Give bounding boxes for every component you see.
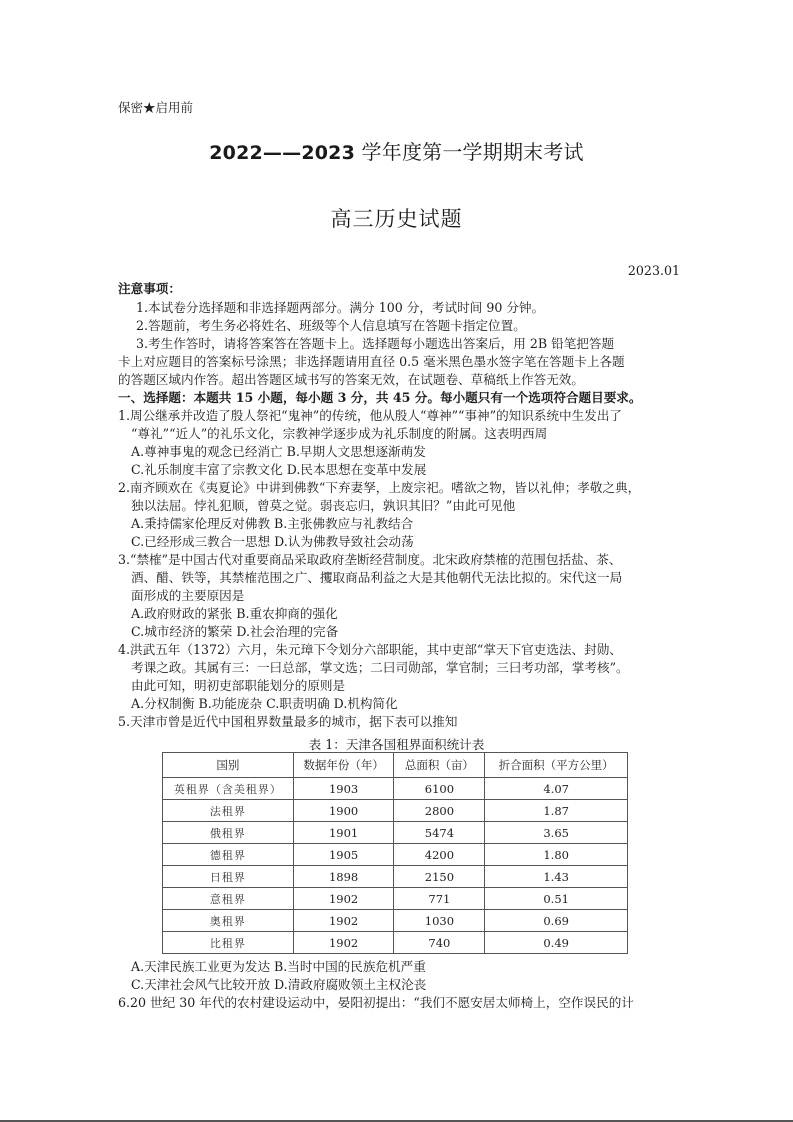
question-3-stem: 酒、醋、铁等，其禁榷范围之广、攫取商品利益之大是其他朝代无法比拟的。宋代这一局 xyxy=(131,570,623,585)
concession-area-table xyxy=(162,752,628,954)
table-header-row xyxy=(163,753,628,778)
table-cell: 俄租界 xyxy=(163,822,294,844)
table-cell: 740 xyxy=(394,932,485,954)
question-1-stem: “尊礼”“近人”的礼乐文化，宗教神学逐步成为礼乐制度的附属。这表明西周 xyxy=(131,426,548,441)
table-cell: 6100 xyxy=(394,778,485,800)
question-2-stem: 独以法屈。悖礼犯顺，曾莫之觉。弱丧忘归，孰识其旧？”由此可见他 xyxy=(131,498,516,513)
notice-item-3-cont: 的答题区域内作答。超出答题区域书写的答案无效，在试题卷、草稿纸上作答无效。 xyxy=(118,372,584,387)
column-header: 总面积（亩） xyxy=(394,753,485,778)
question-6-stem: 6.20 世纪 30 年代的农村建设运动中，晏阳初提出：“我们不愿安居太师椅上，空作误民的计 xyxy=(118,995,634,1010)
table-cell: 1902 xyxy=(293,910,394,932)
table-caption: 表 1：天津各国租界面积统计表 xyxy=(308,737,485,752)
exam-title xyxy=(0,136,793,165)
table-cell: 2800 xyxy=(394,800,485,822)
table-cell: 英租界（含美租界） xyxy=(163,778,294,800)
table-cell: 1030 xyxy=(394,910,485,932)
exam-date: 2023.01 xyxy=(627,263,680,278)
notice-item-2: 2.答题前，考生务必将姓名、班级等个人信息填写在答题卡指定位置。 xyxy=(136,318,526,333)
table-cell: 4.07 xyxy=(485,778,628,800)
table-cell: 比租界 xyxy=(163,932,294,954)
exam-title-text: 学年度第一学期期末考试 xyxy=(355,140,584,164)
table-cell: 0.51 xyxy=(485,888,628,910)
subject-title: 高三历史试题 xyxy=(330,207,463,231)
table-cell: 日租界 xyxy=(163,866,294,888)
question-3-stem: 面形成的主要原因是 xyxy=(131,588,245,603)
question-5-stem: 5.天津市曾是近代中国租界数量最多的城市，据下表可以推知 xyxy=(118,714,458,729)
notice-item-3-cont: 卡上对应题目的答案标号涂黑；非选择题请用直径 0.5 毫米黑色墨水签字笔在答题卡上各题 xyxy=(118,354,625,369)
table-cell: 1.43 xyxy=(485,866,628,888)
question-3-options: A.政府财政的紧张 B.重农抑商的强化 xyxy=(131,606,338,621)
table-cell: 1902 xyxy=(293,932,394,954)
question-2-stem: 2.南齐顾欢在《夷夏论》中讲到佛教“下弃妻孥，上废宗祀。嗜欲之物，皆以礼伸；孝敬之典， xyxy=(118,480,641,495)
table-cell: 奥租界 xyxy=(163,910,294,932)
table-cell: 1901 xyxy=(293,822,394,844)
question-4-stem: 4.洪武五年（1372）六月，朱元璋下令划分六部职能，其中吏部“掌天下官吏选法、封勋、 xyxy=(118,642,622,657)
notice-item-3: 3.考生作答时，请将答案答在答题卡上。选择题每小题选出答案后，用 2B 铅笔把答题 xyxy=(136,336,615,351)
question-4-stem: 由此可知，明初吏部职能划分的原则是 xyxy=(131,678,346,693)
table-cell: 1.80 xyxy=(485,844,628,866)
question-5-options: C.天津社会风气比较开放 D.清政府腐败领土主权沦丧 xyxy=(131,977,427,992)
table-row xyxy=(163,822,628,844)
table-cell: 1902 xyxy=(293,888,394,910)
question-2-options: C.已经形成三教合一思想 D.认为佛教导致社会动荡 xyxy=(131,534,414,549)
table-cell: 4200 xyxy=(394,844,485,866)
table-row xyxy=(163,778,628,800)
question-4-options: A.分权制衡 B.功能庞杂 C.职责明确 D.机构简化 xyxy=(131,696,398,711)
column-header: 国别 xyxy=(163,753,294,778)
notice-item-1: 1.本试卷分选择题和非选择题两部分。满分 100 分，考试时间 90 分钟。 xyxy=(136,300,545,315)
column-header: 数据年份（年） xyxy=(293,753,394,778)
question-4-stem: 考课之政。其属有三：一曰总部，掌文选；二曰司勋部，掌官制；三曰考功部，掌考核”。 xyxy=(131,660,629,675)
confidential-label: 保密★启用前 xyxy=(118,100,194,115)
column-header: 折合面积（平方公里） xyxy=(485,753,628,778)
table-cell: 0.49 xyxy=(485,932,628,954)
section-heading: 一、选择题：本题共 15 小题，每小题 3 分，共 45 分。每小题只有一个选项符合题目要求。 xyxy=(118,390,642,405)
table-row xyxy=(163,932,628,954)
table-cell: 1903 xyxy=(293,778,394,800)
table-cell: 2150 xyxy=(394,866,485,888)
table-cell: 3.65 xyxy=(485,822,628,844)
question-1-options: A.尊神事鬼的观念已经消亡 B.早期人文思想逐渐萌发 xyxy=(131,444,426,459)
table-cell: 法租界 xyxy=(163,800,294,822)
question-1-options: C.礼乐制度丰富了宗教文化 D.民本思想在变革中发展 xyxy=(131,462,427,477)
table-cell: 1900 xyxy=(293,800,394,822)
table-row xyxy=(163,844,628,866)
table-row xyxy=(163,866,628,888)
question-3-options: C.城市经济的繁荣 D.社会治理的完备 xyxy=(131,624,339,639)
exam-title-years: 2022——2023 xyxy=(209,142,355,164)
table-cell: 1898 xyxy=(293,866,394,888)
table-cell: 德租界 xyxy=(163,844,294,866)
table-cell: 5474 xyxy=(394,822,485,844)
table-row xyxy=(163,910,628,932)
table-cell: 1905 xyxy=(293,844,394,866)
question-2-options: A.秉持儒家伦理反对佛教 B.主张佛教应与礼教结合 xyxy=(131,516,414,531)
table-row xyxy=(163,800,628,822)
table-cell: 意租界 xyxy=(163,888,294,910)
question-3-stem: 3.“禁榷”是中国古代对重要商品采取政府垄断经营制度。北宋政府禁榷的范围包括盐、茶、 xyxy=(118,552,622,567)
question-1-stem: 1.周公继承并改造了殷人祭祀“鬼神”的传统，他从殷人“尊神”“事神”的知识系统中生发出了 xyxy=(118,408,623,423)
question-5-options: A.天津民族工业更为发达 B.当时中国的民族危机严重 xyxy=(131,959,426,974)
table-row xyxy=(163,888,628,910)
table-cell: 771 xyxy=(394,888,485,910)
table-cell: 1.87 xyxy=(485,800,628,822)
table-cell: 0.69 xyxy=(485,910,628,932)
notice-heading: 注意事项： xyxy=(118,281,181,296)
